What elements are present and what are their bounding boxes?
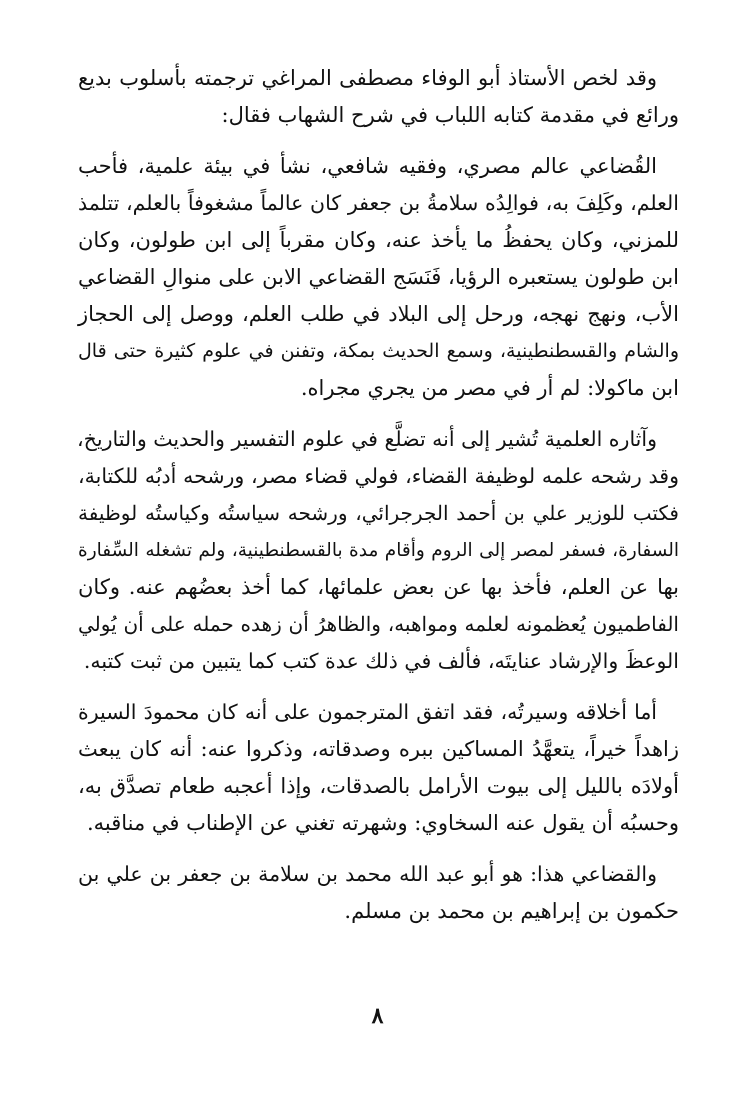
paragraph-scholarly-works [78,421,679,680]
text-line: حكمون بن إبراهيم بن محمد بن مسلم. [344,899,679,923]
text-line: وحسبُه أن يقول عنه السخاوي: وشهرته تغني عن الإطناب في مناقبه. [86,811,679,835]
text-line: الفاطميون يُعظمونه لعلمه ومواهبه، والظاهرُ أن زهده حمله على أن يُولي [78,612,679,636]
text-line: وقد لخص الأستاذ أبو الوفاء مصطفى المراغي ترجمته بأسلوب بديع [78,66,657,90]
text-line: ورائع في مقدمة كتابه اللباب في شرح الشهاب فقال: [221,103,679,127]
paragraph-lineage [78,856,679,930]
paragraph-intro [78,60,679,134]
text-line: والقضاعي هذا: هو أبو عبد الله محمد بن سلامة بن جعفر بن علي بن [78,862,657,886]
text-line: ابن طولون يستعبره الرؤيا، فَنَسَج القضاعي الابن على منوالِ القضاعي [78,265,679,289]
text-line: بها عن العلم، فأخذ بها عن بعض علمائها، كما أخذ بعضُهم عنه. وكان [78,575,679,599]
page-number: ٨ [371,1003,384,1029]
text-line: العلم، وكَلِفَ به، فوالِدُه سلامةُ بن جعفر كان عالماً مشغوفاً بالعلم، تتلمذ [78,191,679,215]
text-line: والشام والقسطنطينية، وسمع الحديث بمكة، وتفنن في علوم كثيرة حتى قال [78,340,679,362]
text-line: للمزني، وكان يحفظُ ما يأخذ عنه، وكان مقرباً إلى ابن طولون، وكان [78,228,679,252]
text-line: ابن ماكولا: لم أر في مصر من يجري مجراه. [300,376,679,400]
text-line: القُضاعي عالم مصري، وفقيه شافعي، نشأ في بيئة علمية، فأحب [78,154,657,178]
text-line: فكتب للوزير علي بن أحمد الجرجرائي، ورشحه سياستُه وكياستُه لوظيفة [78,501,679,525]
text-line: السفارة، فسفر لمصر إلى الروم وأقام مدة بالقسطنطينية، ولم تشغله السِّفارة [78,540,679,561]
text-line: أولادَه بالليل إلى بيوت الأرامل بالصدقات، وإذا أعجبه طعام تصدَّق به، [78,774,679,798]
page-body [78,60,679,944]
paragraph-character [78,694,679,842]
paragraph-biography [78,148,679,407]
text-line: وقد رشحه علمه لوظيفة القضاء، فولي قضاء مصر، ورشحه أدبُه للكتابة، [78,464,679,488]
text-line: الأب، ونهج نهجه، ورحل إلى البلاد في طلب العلم، ووصل إلى الحجاز [78,302,679,326]
text-line: وآثاره العلمية تُشير إلى أنه تضلَّع في علوم التفسير والحديث والتاريخ، [77,427,657,451]
text-line: الوعظَ والإرشاد عنايتَه، فألف في ذلك عدة كتب كما يتبين من ثبت كتبه. [83,649,679,673]
text-line: أما أخلاقه وسيرتُه، فقد اتفق المترجمون على أنه كان محمودَ السيرة [78,700,657,724]
text-line: زاهداً خيراً، يتعهَّدُ المساكين ببره وصدقاته، وذكروا عنه: أنه كان يبعث [78,737,679,761]
